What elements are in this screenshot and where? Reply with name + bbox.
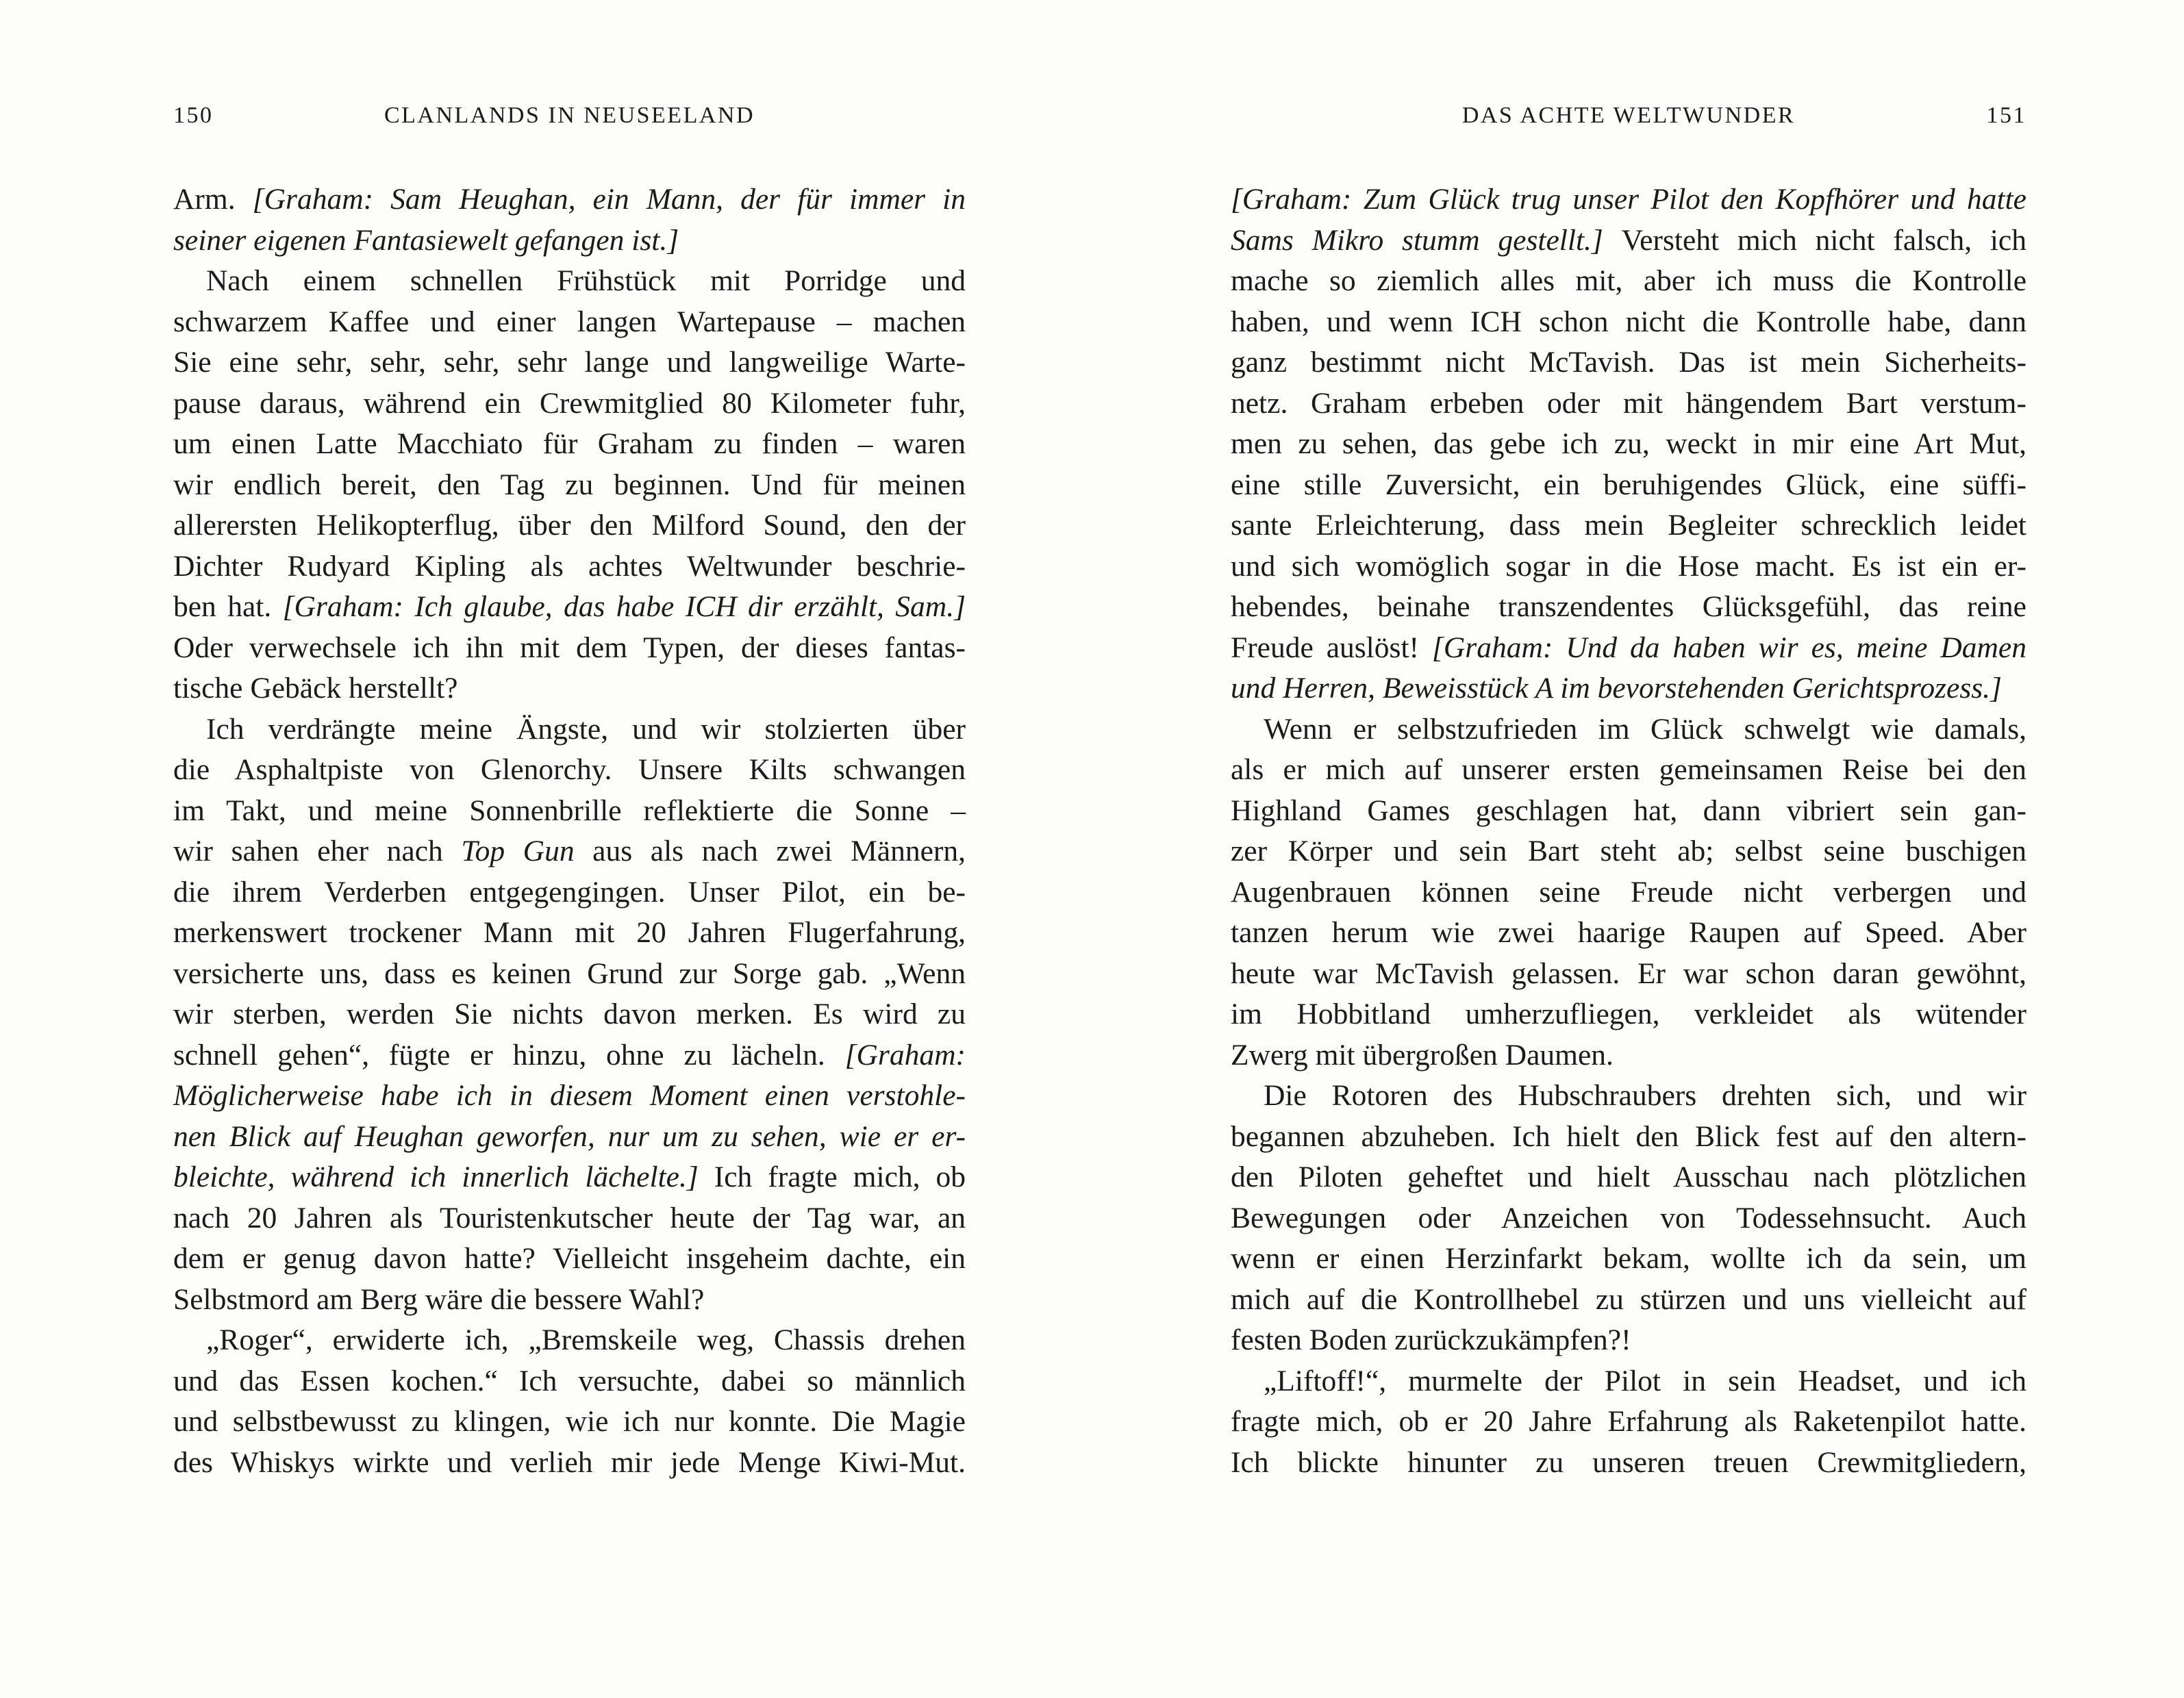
text-line: Selbstmord am Berg wäre die bessere Wahl? xyxy=(173,1282,705,1316)
text-line: um einen Latte Macchiato für Graham zu finden – waren xyxy=(173,427,966,460)
text-line: mache so ziemlich alles mit, aber ich muss die Kontrolle xyxy=(1231,264,2026,297)
text-line: ganz bestimmt nicht McTavish. Das ist mein Sicherheits- xyxy=(1231,346,2026,379)
text-line: heute war McTavish gelassen. Er war schon daran gewöhnt, xyxy=(1231,956,2026,990)
text-line: merkenswert trockener Mann mit 20 Jahren Flugerfahrung, xyxy=(173,916,966,949)
text-line: die Asphaltpiste von Glenorchy. Unsere Kilts schwangen xyxy=(173,753,966,786)
text-line: schnell gehen“, fügte er hinzu, ohne zu lächeln. [Graham: xyxy=(173,1038,966,1072)
text-line: und selbstbewusst zu klingen, wie ich nur konnte. Die Magie xyxy=(173,1405,966,1438)
text-line: als er mich auf unserer ersten gemeinsamen Reise bei den xyxy=(1231,753,2026,786)
text-line: „Roger“, erwiderte ich, „Bremskeile weg, Chassis drehen xyxy=(206,1323,966,1356)
text-line: Nach einem schnellen Frühstück mit Porridge und xyxy=(206,264,966,297)
text-line: nach 20 Jahren als Touristenkutscher heute der Tag war, an xyxy=(173,1201,966,1234)
text-line: Freude auslöst! [Graham: Und da haben wir es, meine Damen xyxy=(1231,631,2026,664)
text-line: mich auf die Kontrollhebel zu stürzen und uns vielleicht auf xyxy=(1231,1282,2026,1316)
text-line: Ich verdrängte meine Ängste, und wir stolzierten über xyxy=(206,712,966,746)
text-line: wir endlich bereit, den Tag zu beginnen. Und für meinen xyxy=(173,468,966,501)
text-line: versicherte uns, dass es keinen Grund zur Sorge gab. „Wenn xyxy=(173,956,966,990)
text-line: festen Boden zurückzukämpfen?! xyxy=(1231,1323,1631,1356)
text-line: allerersten Helikopterflug, über den Milford Sound, den der xyxy=(173,509,966,542)
text-line: pause daraus, während ein Crewmitglied 80 Kilometer fuhr, xyxy=(173,386,966,420)
text-line: und das Essen kochen.“ Ich versuchte, dabei so männlich xyxy=(173,1364,966,1397)
text-line: Sams Mikro stumm gestellt.] Versteht mich nicht falsch, ich xyxy=(1231,223,2026,257)
text-line: ben hat. [Graham: Ich glaube, das habe ICH dir erzählt, Sam.] xyxy=(173,590,966,623)
text-line: des Whiskys wirkte und verlieh mir jede Menge Kiwi-Mut. xyxy=(173,1445,966,1479)
text-line: im Takt, und meine Sonnenbrille reflektierte die Sonne – xyxy=(173,794,966,827)
text-line: dem er genug davon hatte? Vielleicht insgeheim dachte, ein xyxy=(173,1242,966,1275)
text-line: hebendes, beinahe transzendentes Glücksgefühl, das reine xyxy=(1231,590,2026,623)
text-line: „Liftoff!“, murmelte der Pilot in sein Headset, und ich xyxy=(1264,1364,2026,1397)
text-line: Augenbrauen können seine Freude nicht verbergen und xyxy=(1231,875,2026,909)
text-line: Die Rotoren des Hubschraubers drehten sich, und wir xyxy=(1264,1079,2026,1112)
text-line: sante Erleichterung, dass mein Begleiter schrecklich leidet xyxy=(1231,509,2026,542)
text-line: Wenn er selbstzufrieden im Glück schwelgt wie damals, xyxy=(1264,712,2026,746)
text-line: tanzen herum wie zwei haarige Raupen auf Speed. Aber xyxy=(1231,916,2026,949)
text-line: men zu sehen, das gebe ich zu, weckt in mir eine Art Mut, xyxy=(1231,427,2026,460)
text-line: Arm. [Graham: Sam Heughan, ein Mann, der für immer in xyxy=(173,183,966,216)
text-column-left xyxy=(173,179,966,1483)
text-line: eine stille Zuversicht, ein beruhigendes Glück, eine süffi- xyxy=(1231,468,2026,501)
text-column-right xyxy=(1231,179,2026,1483)
text-line: netz. Graham erbeben oder mit hängendem Bart verstum- xyxy=(1231,386,2026,420)
text-line: im Hobbitland umherzufliegen, verkleidet als wütender xyxy=(1231,998,2026,1030)
text-line: wir sterben, werden Sie nichts davon merken. Es wird zu xyxy=(173,998,966,1030)
page-number-right: 151 xyxy=(1986,103,2026,128)
running-title-left: CLANLANDS IN NEUSEELAND xyxy=(384,103,755,128)
text-line: zer Körper und sein Bart steht ab; selbst seine buschigen xyxy=(1231,835,2026,867)
text-line: Sie eine sehr, sehr, sehr, sehr lange und langweilige Warte- xyxy=(173,346,966,379)
text-line: wenn er einen Herzinfarkt bekam, wollte ich da sein, um xyxy=(1231,1242,2026,1275)
text-line: und sich womöglich sogar in die Hose macht. Es ist ein er- xyxy=(1231,549,2026,583)
text-line: Zwerg mit übergroßen Daumen. xyxy=(1231,1038,1614,1072)
text-line: bleichte, während ich innerlich lächelte.] Ich fragte mich, ob xyxy=(173,1161,966,1193)
text-line: [Graham: Zum Glück trug unser Pilot den Kopfhörer und hatte xyxy=(1231,183,2026,216)
running-header-right xyxy=(1231,101,2026,130)
text-line: Möglicherweise habe ich in diesem Moment einen verstohle- xyxy=(173,1079,966,1112)
text-line: haben, und wenn ICH schon nicht die Kontrolle habe, dann xyxy=(1231,305,2026,338)
text-line: wir sahen eher nach Top Gun aus als nach zwei Männern, xyxy=(173,835,966,867)
text-line: Highland Games geschlagen hat, dann vibriert sein gan- xyxy=(1231,794,2026,827)
text-line: und Herren, Beweisstück A im bevorstehenden Gerichtsprozess.] xyxy=(1231,672,2002,705)
page-right xyxy=(1092,0,2184,1698)
text-line: seiner eigenen Fantasiewelt gefangen ist.] xyxy=(173,223,679,257)
text-line: Oder verwechsele ich ihn mit dem Typen, der dieses fantas- xyxy=(173,631,966,664)
text-line: begannen abzuheben. Ich hielt den Blick fest auf den altern- xyxy=(1231,1119,2026,1153)
text-line: fragte mich, ob er 20 Jahre Erfahrung als Raketenpilot hatte. xyxy=(1231,1405,2026,1438)
running-header-left xyxy=(173,101,966,130)
text-line: die ihrem Verderben entgegengingen. Unser Pilot, ein be- xyxy=(173,875,966,909)
page-number-left: 150 xyxy=(173,103,214,128)
running-title-right: DAS ACHTE WELTWUNDER xyxy=(1461,103,1796,128)
text-line: den Piloten geheftet und hielt Ausschau nach plötzlichen xyxy=(1231,1161,2026,1193)
text-line: tische Gebäck herstellt? xyxy=(173,672,458,705)
text-line: Bewegungen oder Anzeichen von Todessehnsucht. Auch xyxy=(1231,1201,2026,1234)
text-line: Dichter Rudyard Kipling als achtes Weltwunder beschrie- xyxy=(173,549,966,583)
text-line: Ich blickte hinunter zu unseren treuen Crewmitgliedern, xyxy=(1231,1445,2026,1479)
text-line: nen Blick auf Heughan geworfen, nur um zu sehen, wie er er- xyxy=(173,1119,966,1153)
text-line: schwarzem Kaffee und einer langen Wartepause – machen xyxy=(173,305,966,338)
